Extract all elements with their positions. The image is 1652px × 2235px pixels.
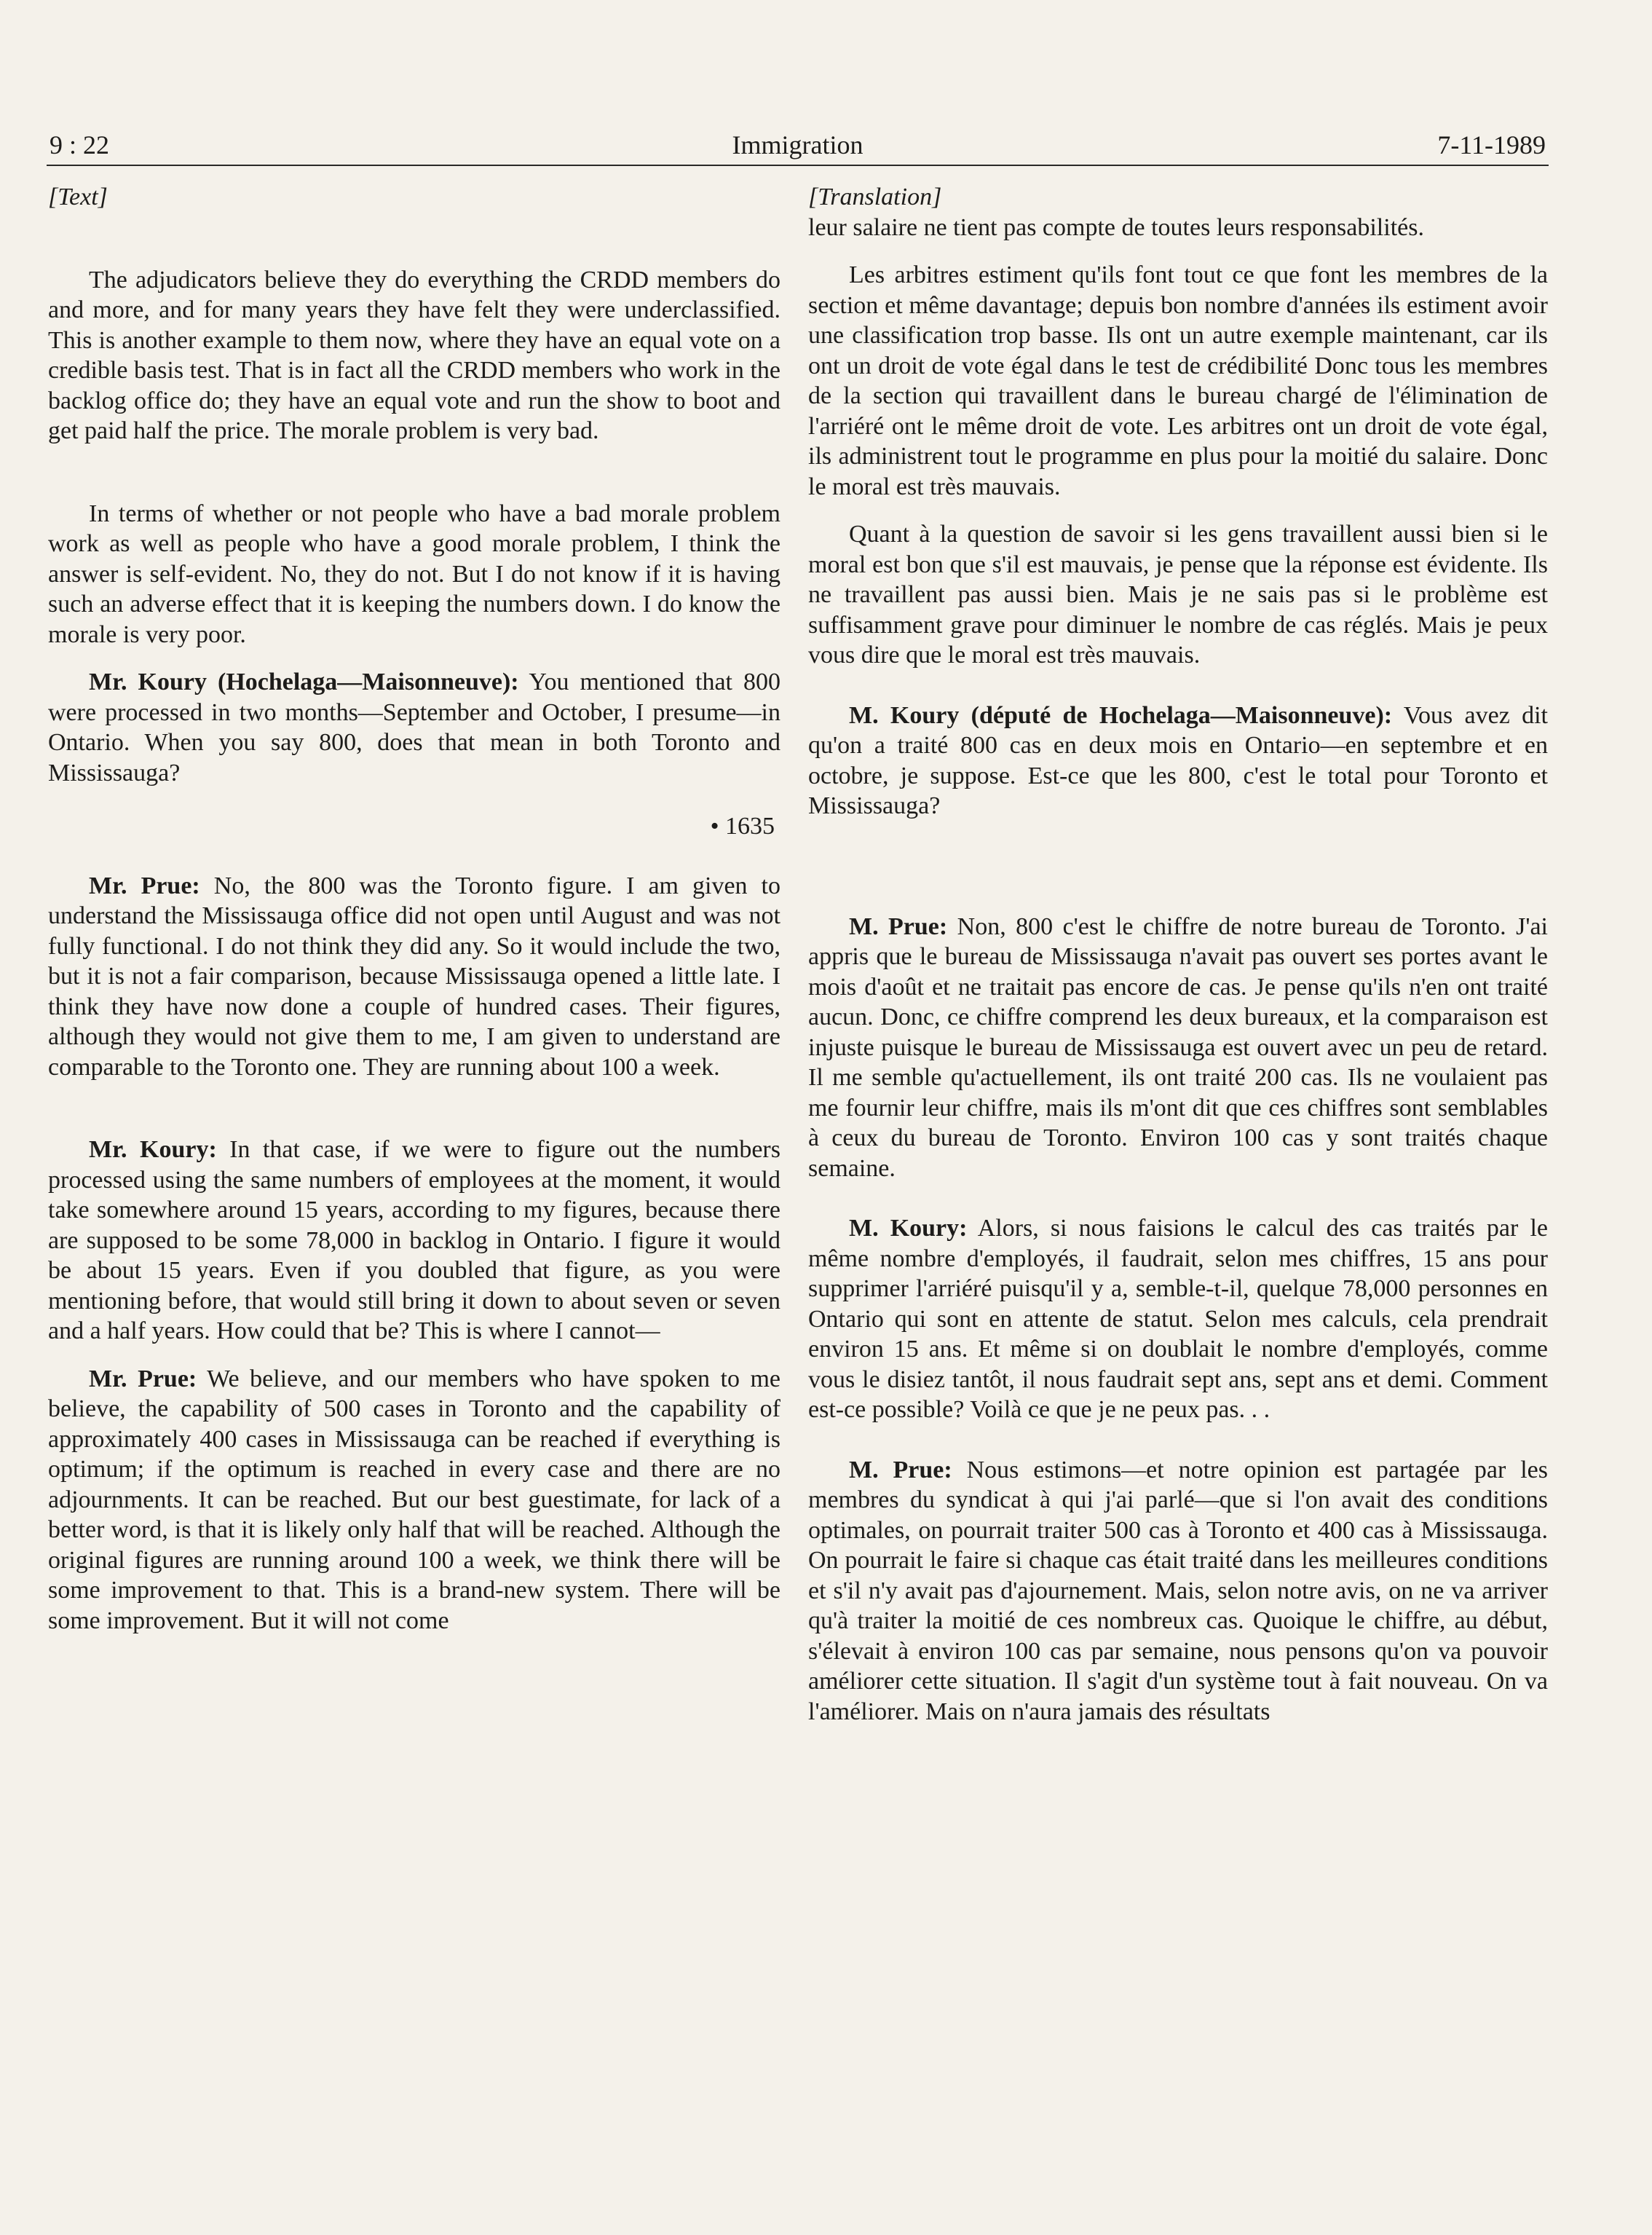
speaker-name: Mr. Prue: <box>89 872 200 899</box>
english-paragraph-3 <box>48 667 780 788</box>
speech-text: In that case, if we were to figure out the numbers processed using the same numbers of employees at the moment, it would take somewhere around 15 years, according to my figures, because there are supposed to be some 78,000 in backlog in Ontario. I figure it would be about 15 years. Even if you doubled that figure, as you were mentioning before, that would still bring it down to about seven or seven and a half years. How could that be? This is where I cannot— <box>48 1136 780 1344</box>
english-paragraph-5 <box>48 1135 780 1347</box>
english-paragraph-4 <box>48 871 780 1083</box>
speaker-name: M. Prue: <box>849 912 948 940</box>
speaker-name: M. Koury: <box>849 1215 968 1242</box>
speaker-name: M. Koury (député de Hochelaga—Maisonneuve): <box>849 701 1393 729</box>
speaker-name: Mr. Koury: <box>89 1136 217 1163</box>
english-paragraph-1: The adjudicators believe they do everything the CRDD members do and more, and for many years they have felt they were underclassified. This is another example to them now, where they have an equal vote on a credible basis test. That is in fact all the CRDD members who work in the backlog office do; they have an equal vote and run the show to boot and get paid half the price. The morale problem is very bad. <box>48 266 780 444</box>
speech-text: We believe, and our members who have spoken to me believe, the capability of 500 cases in Toronto and the capability of approximately 400 cases in Mississauga can be reached if everything is optimum; if the optimum is reached in every case and there are no adjournments. It can be reached. But our best guestimate, for lack of a better word, is that it is likely only half that will be reached. Although the original figures are running around 100 a week, we think there will be some improvement to that. This is a brand-new system. There will be some improvement. But it will not come <box>48 1365 780 1634</box>
french-column-label: [Translation] <box>808 184 942 210</box>
header-rule <box>47 165 1549 166</box>
speaker-name: Mr. Prue: <box>89 1365 197 1392</box>
speaker-name: M. Prue: <box>849 1456 952 1483</box>
french-paragraph-4 <box>808 912 1548 1184</box>
speech-text: Vous avez dit qu'on a traité 800 cas en deux mois en Ontario—en septembre et en octobre, je suppose. Est-ce que les 800, c'est le total pour Toronto et Mississauga? <box>808 701 1548 819</box>
time-marker: • 1635 <box>710 813 775 840</box>
page-date: 7-11-1989 <box>1437 130 1546 159</box>
french-paragraph-2: Quant à la question de savoir si les gens travaillent aussi bien si le moral est bon que s'il est mauvais, je pense que la réponse est évidente. Ils ne travaillent pas aussi bien. Mais je ne sais pas si le problème est suffisamment grave pour diminuer le nombre de cas réglés. Mais je peux vous dire que le moral est très mauvais. <box>808 521 1548 669</box>
french-paragraph-1: Les arbitres estiment qu'ils font tout ce que font les membres de la section et même davantage; depuis bon nombre d'années ils estiment avoir une classification trop basse. Ils ont un autre exemple maintenant, car ils ont un droit de vote égal dans le test de crédibilité Donc tous les membres de la section qui travaillent dans le bureau chargé de l'élimination de l'arriéré ont le même droit de vote. Les arbitres ont un droit de vote égal, ils administrent tout le programme en plus pour la moitié du salaire. Donc le moral est très mauvais. <box>808 261 1548 500</box>
french-paragraph-5 <box>808 1213 1548 1425</box>
french-column <box>808 182 1548 1727</box>
page-number: 9 : 22 <box>50 130 110 159</box>
english-column-label: [Text] <box>48 184 108 210</box>
english-paragraph-6 <box>48 1364 780 1636</box>
speech-text: Nous estimons—et notre opinion est partagée par les membres du syndicat à qui j'ai parlé—que si l'on avait des conditions optimales, on pourrait traiter 500 cas à Toronto et 400 cas à Mississauga. On pourrait le faire si chaque cas était traité dans les meilleures conditions et s'il n'y avait pas d'ajournement. Mais, selon notre avis, on ne va arriver qu'à traiter la moitié de ces nombreux cas. Quoique le chiffre, au début, s'élevait à environ 100 cas par semaine, nous pensons qu'on va pouvoir améliorer cette situation. Il s'agit d'un système tout à fait nouveau. On va l'améliorer. Mais on n'aura jamais des résultats <box>808 1456 1548 1725</box>
speech-text: You mentioned that 800 were processed in two months—September and October, I presume—in Ontario. When you say 800, does that mean in both Toronto and Mississauga? <box>48 669 780 787</box>
speech-text: No, the 800 was the Toronto figure. I am given to understand the Mississauga office did not open until August and was not fully functional. I do not think they did any. So it would include the two, but it is not a fair comparison, because Mississauga opened a little late. I think they have now done a couple of hundred cases. Their figures, although they would not give them to me, I am given to understand are comparable to the Toronto one. They are running about 100 a week. <box>48 872 781 1081</box>
french-paragraph-3 <box>808 701 1548 821</box>
english-column <box>48 182 780 1636</box>
french-paragraph-6 <box>808 1455 1548 1727</box>
page-title: Immigration <box>732 130 863 159</box>
speaker-name: Mr. Koury (Hochelaga—Maisonneuve): <box>89 669 519 695</box>
speech-text: Non, 800 c'est le chiffre de notre bureau de Toronto. J'ai appris que le bureau de Mississauga n'avait pas ouvert ses portes avant le mois d'août et ne traitait pas encore de cas. Je pense qu'ils n'en ont traité aucun. Donc, ce chiffre comprend les deux bureaux, et la comparaison est injuste puisque le bureau de Mississauga est ouvert avec un peu de retard. Il me semble qu'actuellement, ils ont traité 200 cas. Ils ne voulaient pas me fournir leur chiffre, mais ils m'ont dit que ces chiffres sont semblables à ceux du bureau de Toronto. Environ 100 cas y sont traités chaque semaine. <box>808 912 1549 1182</box>
speech-text: Alors, si nous faisions le calcul des cas traités par le même nombre d'employés, il faudrait, selon mes chiffres, 15 ans pour supprimer l'arriéré puisqu'il y a, semble-t-il, quelque 78,000 personnes en Ontario qui sont en attente de statut. Selon mes calculs, cela prendrait environ 15 ans. Et même si on doublait le nombre d'employés, comme vous le disiez tantôt, il nous faudrait sept ans, sept ans et demi. Comment est-ce possible? Voilà ce que je ne peux pas. . . <box>808 1215 1548 1423</box>
french-paragraph-0: leur salaire ne tient pas compte de toutes leurs responsabilités. <box>808 213 1424 241</box>
english-paragraph-2: In terms of whether or not people who have a bad morale problem work as well as people who have a good morale problem, I think the answer is self-evident. No, they do not. But I do not know if it is having such an adverse effect that it is keeping the numbers down. I do know the morale is very poor. <box>48 500 780 648</box>
page-header <box>50 122 1546 166</box>
